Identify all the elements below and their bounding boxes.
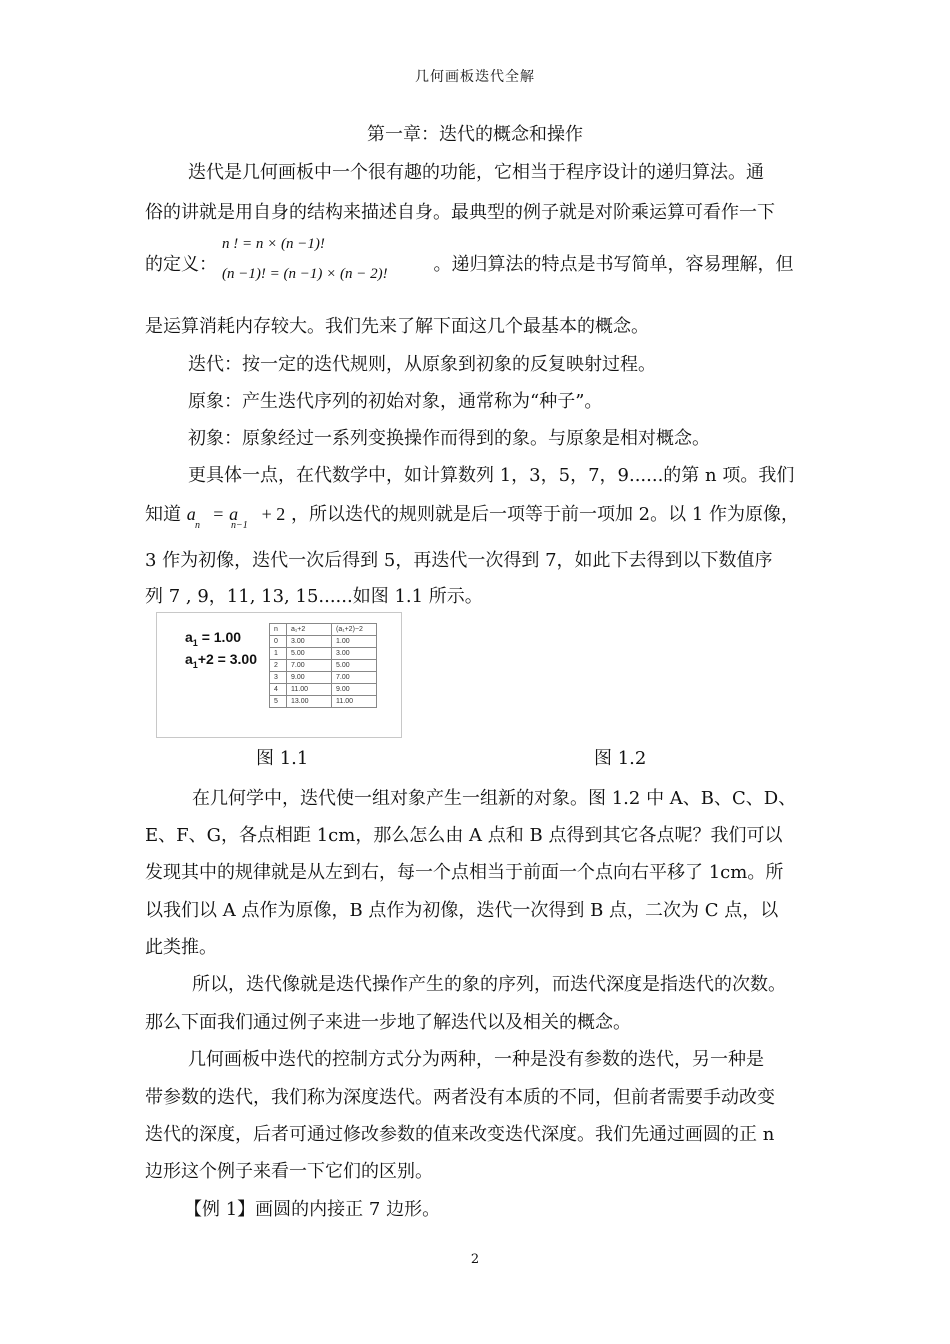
table-row: 2 7.00 5.00 (270, 660, 377, 672)
para5-line3: 迭代的深度，后者可通过修改参数的值来改变迭代深度。我们先通过画圆的正 n (145, 1124, 775, 1145)
para5-line2: 带参数的迭代，我们称为深度迭代。两者没有本质的不同，但前者需要手动改变 (145, 1087, 775, 1108)
table-row: 0 3.00 1.00 (270, 636, 377, 648)
subscript-n-minus-1: n−1 (231, 520, 248, 531)
iteration-table (269, 623, 377, 708)
formula-eq: = (213, 504, 224, 524)
table-row: 1 5.00 3.00 (270, 648, 377, 660)
para1-line1: 迭代是几何画板中一个很有趣的功能，它相当于程序设计的递归算法。通 (188, 162, 764, 183)
table-row: 4 11.00 9.00 (270, 684, 377, 696)
page-number: 2 (470, 1252, 480, 1267)
para2-line2-after: ，所以迭代的规则就是后一项等于前一项加 2。以 1 作为原像， (290, 504, 800, 525)
formula-plus: + 2 (261, 504, 286, 524)
caption-figure-1-1: 图 1.1 (256, 748, 309, 769)
figure-1-1 (156, 612, 402, 738)
factorial-formula-1: n ! = n × (n −1)! (222, 236, 325, 252)
para1-line2: 俗的讲就是用自身的结构来描述自身。最典型的例子就是对阶乘运算可看作一下 (145, 202, 775, 223)
para3-line5: 此类推。 (145, 937, 217, 958)
para3-line3: 发现其中的规律就是从左到右，每一个点相当于前面一个点向右平移了 1cm。所 (145, 862, 784, 883)
figure-eq-a1-plus-2: $a_1+2 = 3.00$ (185, 651, 257, 670)
table-row: 5 13.00 11.00 (270, 696, 377, 708)
para3-line1: 在几何学中，迭代使一组对象产生一组新的对象。图 1.2 中 A、B、C、D、 (192, 788, 797, 809)
definition-preimage: 原象：产生迭代序列的初始对象，通常称为“种子”。 (188, 391, 603, 412)
para1-line4: 是运算消耗内存较大。我们先来了解下面这几个最基本的概念。 (145, 316, 649, 337)
figure-eq-a1: $a_1 = 1.00$ (185, 629, 242, 648)
para5-line4: 边形这个例子来看一下它们的区别。 (145, 1161, 433, 1182)
para3-line2: E、F、G，各点相距 1cm，那么怎么由 A 点和 B 点得到其它各点呢？我们可以 (145, 825, 783, 846)
para2-line3: 3 作为初像，迭代一次后得到 5，再迭代一次得到 7，如此下去得到以下数值序 (145, 550, 773, 571)
example-heading: 【例 1】画圆的内接正 7 边形。 (184, 1199, 441, 1220)
caption-figure-1-2: 图 1.2 (594, 748, 647, 769)
formula-an: a (186, 504, 196, 524)
formula-an1: a (229, 504, 239, 524)
page-header: 几何画板迭代全解 (415, 69, 535, 85)
chapter-title: 第一章：迭代的概念和操作 (367, 124, 583, 145)
para1-line3-before: 的定义： (145, 254, 217, 275)
para4-line1: 所以，迭代像就是迭代操作产生的象的序列，而迭代深度是指迭代的次数。 (192, 974, 786, 995)
para2-line1: 更具体一点，在代数学中，如计算数列 1，3，5，7，9......的第 n 项。我们 (188, 465, 795, 486)
para2-line2-before: 知道 (145, 504, 181, 525)
para3-line4: 以我们以 A 点作为原像，B 点作为初像，迭代一次得到 B 点，二次为 C 点，以 (145, 900, 779, 921)
definition-image: 初象：原象经过一系列变换操作而得到的象。与原象是相对概念。 (188, 428, 710, 449)
para5-line1: 几何画板中迭代的控制方式分为两种，一种是没有参数的迭代，另一种是 (188, 1049, 764, 1070)
para2-line4: 列 7 , 9，11, 13, 15......如图 1.1 所示。 (145, 586, 483, 607)
subscript-n: n (195, 520, 200, 531)
iteration-table-header: n a₁+2 (a₁+2)−2 (270, 624, 377, 636)
definition-iteration: 迭代：按一定的迭代规则，从原象到初象的反复映射过程。 (188, 354, 656, 375)
factorial-formula-2: (n −1)! = (n −1) × (n − 2)! (222, 266, 388, 282)
para1-line3-after: 。递归算法的特点是书写简单，容易理解，但 (433, 254, 794, 275)
para4-line2: 那么下面我们通过例子来进一步地了解迭代以及相关的概念。 (145, 1012, 631, 1033)
table-row: 3 9.00 7.00 (270, 672, 377, 684)
